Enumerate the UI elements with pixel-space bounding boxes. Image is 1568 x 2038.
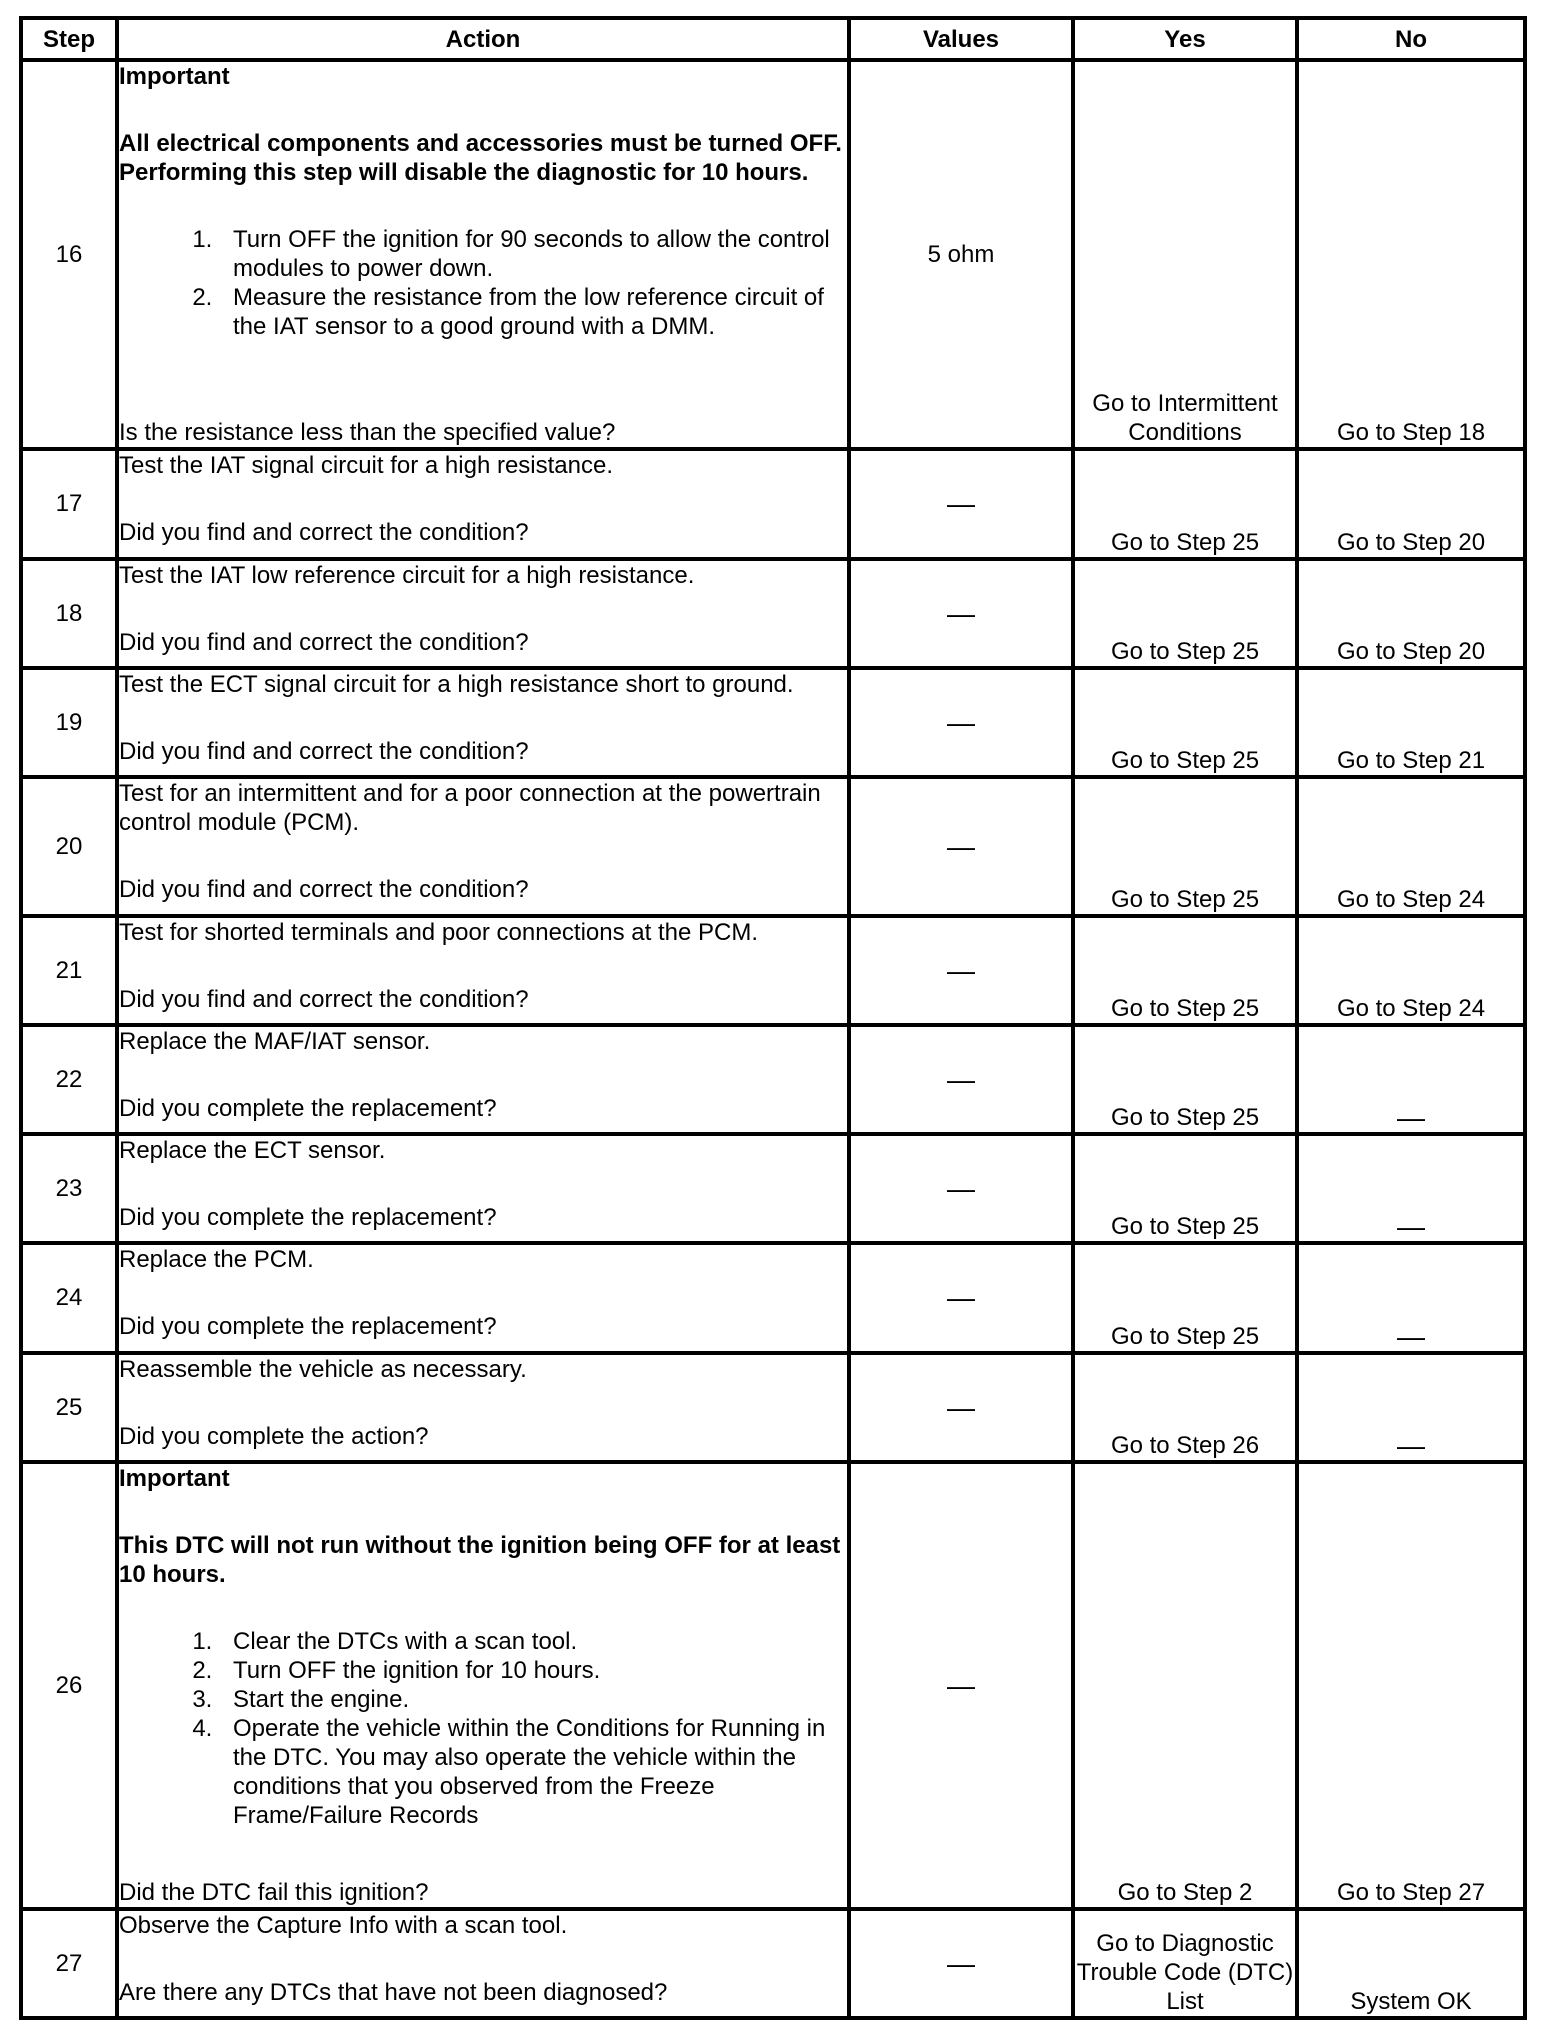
header-row: [21, 18, 1525, 60]
step-number: 18: [21, 559, 117, 668]
no-cell: Go to Step 18: [1297, 60, 1525, 449]
step-number: 27: [21, 1909, 117, 2018]
table-row: [21, 60, 1525, 449]
action-text: Observe the Capture Info with a scan tool.: [119, 1911, 568, 1939]
header-no: No: [1297, 18, 1525, 60]
step-number: 19: [21, 668, 117, 777]
step-number: 20: [21, 777, 117, 915]
instruction-item: 2. Measure the resistance from the low reference circuit of the IAT sensor to a good ground with a DMM.: [219, 283, 847, 341]
warning-text: All electrical components and accessories must be turned OFF. Performing this step will disable the diagnostic for 10 hours.: [119, 130, 842, 186]
yes-cell: Go to Step 25: [1073, 1134, 1297, 1243]
yes-cell: Go to Step 25: [1073, 1025, 1297, 1134]
step-number: 23: [21, 1134, 117, 1243]
table-row: [21, 1025, 1525, 1134]
instruction-item: 1. Turn OFF the ignition for 90 seconds to allow the control modules to power down.: [219, 225, 847, 283]
instruction-item: 2. Turn OFF the ignition for 10 hours.: [219, 1656, 847, 1685]
table-row: [21, 916, 1525, 1025]
table-row: [21, 777, 1525, 915]
value-cell: —: [849, 668, 1073, 777]
action-text: Test the IAT signal circuit for a high resistance.: [119, 451, 614, 479]
table-row: [21, 1909, 1525, 2018]
table-row: [21, 449, 1525, 559]
yes-cell: Go to Diagnostic Trouble Code (DTC) List: [1073, 1909, 1297, 2018]
value-cell: 5 ohm: [849, 60, 1073, 449]
instruction-item: 3. Start the engine.: [219, 1685, 847, 1714]
step-number: 26: [21, 1462, 117, 1909]
table-row: [21, 668, 1525, 777]
question-text: Are there any DTCs that have not been diagnosed?: [119, 1978, 668, 2006]
value-cell: —: [849, 559, 1073, 668]
step-number: 22: [21, 1025, 117, 1134]
yes-cell: Go to Intermittent Conditions: [1073, 60, 1297, 449]
yes-cell: Go to Step 25: [1073, 1243, 1297, 1352]
step-number: 16: [21, 60, 117, 449]
yes-cell: Go to Step 25: [1073, 777, 1297, 915]
no-cell: Go to Step 20: [1297, 559, 1525, 668]
action-text: Replace the PCM.: [119, 1246, 314, 1274]
value-cell: —: [849, 1243, 1073, 1352]
instruction-list: [119, 1627, 847, 1830]
value-cell: —: [849, 449, 1073, 559]
action-cell: [117, 1243, 849, 1352]
no-cell: System OK: [1297, 1909, 1525, 2018]
action-cell: [117, 1353, 849, 1462]
header-step: Step: [21, 18, 117, 60]
question-text: Did you find and correct the condition?: [119, 876, 529, 904]
action-cell: [117, 1134, 849, 1243]
action-cell: [117, 1909, 849, 2018]
action-cell: [117, 60, 849, 449]
action-cell: [117, 668, 849, 777]
instruction-list: [119, 225, 847, 341]
action-text: Reassemble the vehicle as necessary.: [119, 1355, 527, 1383]
question-text: Did you complete the replacement?: [119, 1094, 497, 1122]
value-cell: —: [849, 916, 1073, 1025]
question-text: Did you complete the replacement?: [119, 1313, 497, 1341]
action-cell: [117, 777, 849, 915]
action-text: Test the IAT low reference circuit for a high resistance.: [119, 562, 695, 589]
yes-cell: Go to Step 25: [1073, 668, 1297, 777]
yes-cell: Go to Step 2: [1073, 1462, 1297, 1909]
no-cell: Go to Step 24: [1297, 777, 1525, 915]
step-number: 21: [21, 916, 117, 1025]
question-text: Did you complete the replacement?: [119, 1204, 497, 1232]
question-text: Did you find and correct the condition?: [119, 629, 529, 656]
action-cell: [117, 1025, 849, 1134]
warning-text: This DTC will not run without the ignition being OFF for at least 10 hours.: [119, 1531, 841, 1588]
header-yes: Yes: [1073, 18, 1297, 60]
value-cell: —: [849, 1025, 1073, 1134]
yes-cell: Go to Step 26: [1073, 1353, 1297, 1462]
value-cell: —: [849, 1353, 1073, 1462]
question-text: Did you complete the action?: [119, 1422, 429, 1450]
question-text: Did the DTC fail this ignition?: [119, 1878, 429, 1906]
action-text: Test for shorted terminals and poor connections at the PCM.: [119, 918, 758, 946]
step-number: 25: [21, 1353, 117, 1462]
yes-cell: Go to Step 25: [1073, 449, 1297, 559]
step-number: 24: [21, 1243, 117, 1352]
table-row: [21, 1462, 1525, 1909]
value-cell: —: [849, 1909, 1073, 2018]
header-action: Action: [117, 18, 849, 60]
no-cell: —: [1297, 1134, 1525, 1243]
no-cell: —: [1297, 1025, 1525, 1134]
action-cell: [117, 916, 849, 1025]
header-values: Values: [849, 18, 1073, 60]
question-text: Did you find and correct the condition?: [119, 518, 529, 546]
no-cell: —: [1297, 1243, 1525, 1352]
action-text: Test the ECT signal circuit for a high resistance short to ground.: [119, 671, 794, 699]
action-cell: [117, 449, 849, 559]
no-cell: Go to Step 24: [1297, 916, 1525, 1025]
no-cell: Go to Step 27: [1297, 1462, 1525, 1909]
table-row: [21, 559, 1525, 668]
action-cell: [117, 559, 849, 668]
action-text: Replace the ECT sensor.: [119, 1137, 386, 1165]
table-row: [21, 1353, 1525, 1462]
no-cell: —: [1297, 1353, 1525, 1462]
value-cell: —: [849, 777, 1073, 915]
action-cell: [117, 1462, 849, 1909]
value-cell: —: [849, 1134, 1073, 1243]
no-cell: Go to Step 20: [1297, 449, 1525, 559]
important-label: Important: [119, 63, 230, 90]
yes-cell: Go to Step 25: [1073, 559, 1297, 668]
action-text: Replace the MAF/IAT sensor.: [119, 1027, 431, 1055]
yes-cell: Go to Step 25: [1073, 916, 1297, 1025]
instruction-item: 4. Operate the vehicle within the Conditions for Running in the DTC. You may also operate the vehicle within the conditions that you observed from the Freeze Frame/Failure Records: [219, 1714, 847, 1830]
value-cell: —: [849, 1462, 1073, 1909]
no-cell: Go to Step 21: [1297, 668, 1525, 777]
instruction-item: 1. Clear the DTCs with a scan tool.: [219, 1627, 847, 1656]
table-row: [21, 1134, 1525, 1243]
step-number: 17: [21, 449, 117, 559]
diagnostic-table: [19, 16, 1527, 2020]
question-text: Did you find and correct the condition?: [119, 985, 529, 1013]
action-text: Test for an intermittent and for a poor connection at the powertrain control module (PCM).: [119, 780, 821, 837]
important-label: Important: [119, 1464, 230, 1492]
question-text: Did you find and correct the condition?: [119, 738, 529, 766]
question-text: Is the resistance less than the specified value?: [119, 418, 616, 446]
table-row: [21, 1243, 1525, 1352]
